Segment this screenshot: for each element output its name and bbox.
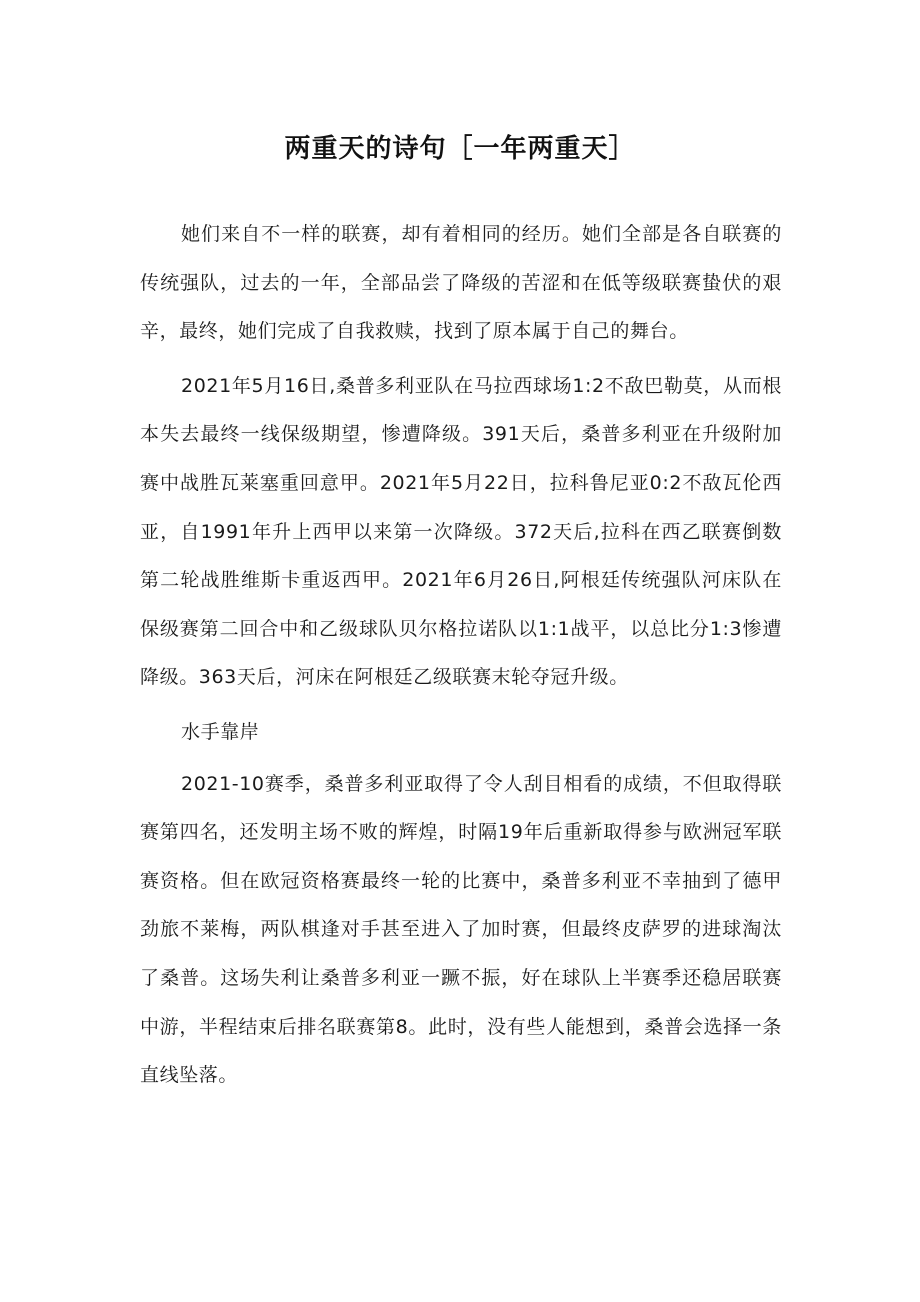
document-body bbox=[140, 210, 782, 1106]
document-title: 两重天的诗句［一年两重天］ bbox=[284, 134, 636, 165]
paragraph-relegation-history: 2021年5月16日,桑普多利亚队在马拉西球场1:2不敌巴勒莫，从而根本失去最终一线保级期望，惨遭降级。391天后，桑普多利亚在升级附加赛中战胜瓦莱塞重回意甲。2021年5月22日，拉科鲁尼亚0:2不敌瓦伦西亚，自1991年升上西甲以来第一次降级。372天后,拉科在西乙联赛倒数第二轮战胜维斯卡重返西甲。2021年6月26日,阿根廷传统强队河床队在保级赛第二回合中和乙级球队贝尔格拉诺队以1:1战平，以总比分1:3惨遭降级。363天后，河床在阿根廷乙级联赛末轮夺冠升级。 bbox=[140, 374, 782, 689]
paragraph-intro: 她们来自不一样的联赛，却有着相同的经历。她们全部是各自联赛的传统强队，过去的一年，全部品尝了降级的苦涩和在低等级联赛蛰伏的艰辛，最终，她们完成了自我救赎，找到了原本属于自己的舞台。 bbox=[140, 223, 782, 343]
paragraph-sampdoria-season: 2021-10赛季，桑普多利亚取得了令人刮目相看的成绩，不但取得联赛第四名，还发明主场不败的辉煌，时隔19年后重新取得参与欧洲冠军联赛资格。但在欧冠资格赛最终一轮的比赛中，桑普多利亚不幸抽到了德甲劲旅不莱梅，两队棋逢对手甚至进入了加时赛，但最终皮萨罗的进球淘汰了桑普。这场失利让桑普多利亚一蹶不振，好在球队上半赛季还稳居联赛中游，半程结束后排名联赛第8。此时，没有些人能想到，桑普会选择一条直线坠落。 bbox=[140, 772, 782, 1087]
section-heading: 水手靠岸 bbox=[181, 720, 260, 743]
